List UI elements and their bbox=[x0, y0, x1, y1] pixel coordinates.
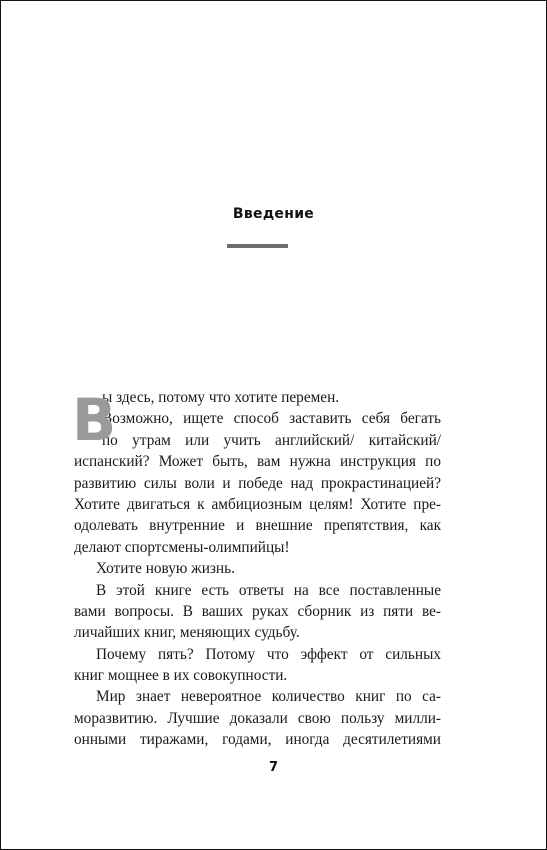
text-line: Мир знает невероятное количество книг по са- bbox=[96, 688, 441, 706]
text-line: по утрам или учить английский/ китайский/ bbox=[102, 431, 441, 449]
text-line: Возможно, ищете способ заставить себя бегать bbox=[102, 410, 441, 428]
text-line: одолевать внутренние и внешние препятствия, как bbox=[74, 517, 441, 535]
text-line: Хотите двигаться к амбициозным целям! Хотите пре- bbox=[74, 495, 441, 513]
text-line: моразвитию. Лучшие доказали свою пользу милли- bbox=[74, 709, 441, 727]
chapter-title: Введение bbox=[232, 206, 315, 222]
text-line: делают спортсмены-олимпийцы! bbox=[74, 538, 290, 556]
text-line: развитию силы воли и победе над прокрастинацией? bbox=[74, 474, 441, 492]
body-text bbox=[74, 387, 441, 751]
text-line: Почему пять? Потому что эффект от сильных bbox=[96, 645, 441, 663]
page-number: 7 bbox=[268, 760, 279, 775]
text-line: ы здесь, потому что хотите перемен. bbox=[102, 389, 340, 406]
title-underline bbox=[227, 244, 288, 248]
text-line: вами вопросы. В ваших руках сборник из пяти ве- bbox=[74, 602, 441, 620]
text-line: книг мощнее в их совокупности. bbox=[74, 667, 288, 685]
text-line: В этой книге есть ответы на все поставленные bbox=[96, 581, 441, 599]
text-line: испанский? Может быть, вам нужна инструкция по bbox=[74, 453, 441, 471]
text-line: Хотите новую жизнь. bbox=[96, 560, 235, 578]
drop-cap: В bbox=[72, 386, 117, 454]
text-line: личайших книг, меняющих судьбу. bbox=[74, 624, 300, 642]
text-line: онными тиражами, годами, иногда десятилетиями bbox=[74, 731, 441, 749]
